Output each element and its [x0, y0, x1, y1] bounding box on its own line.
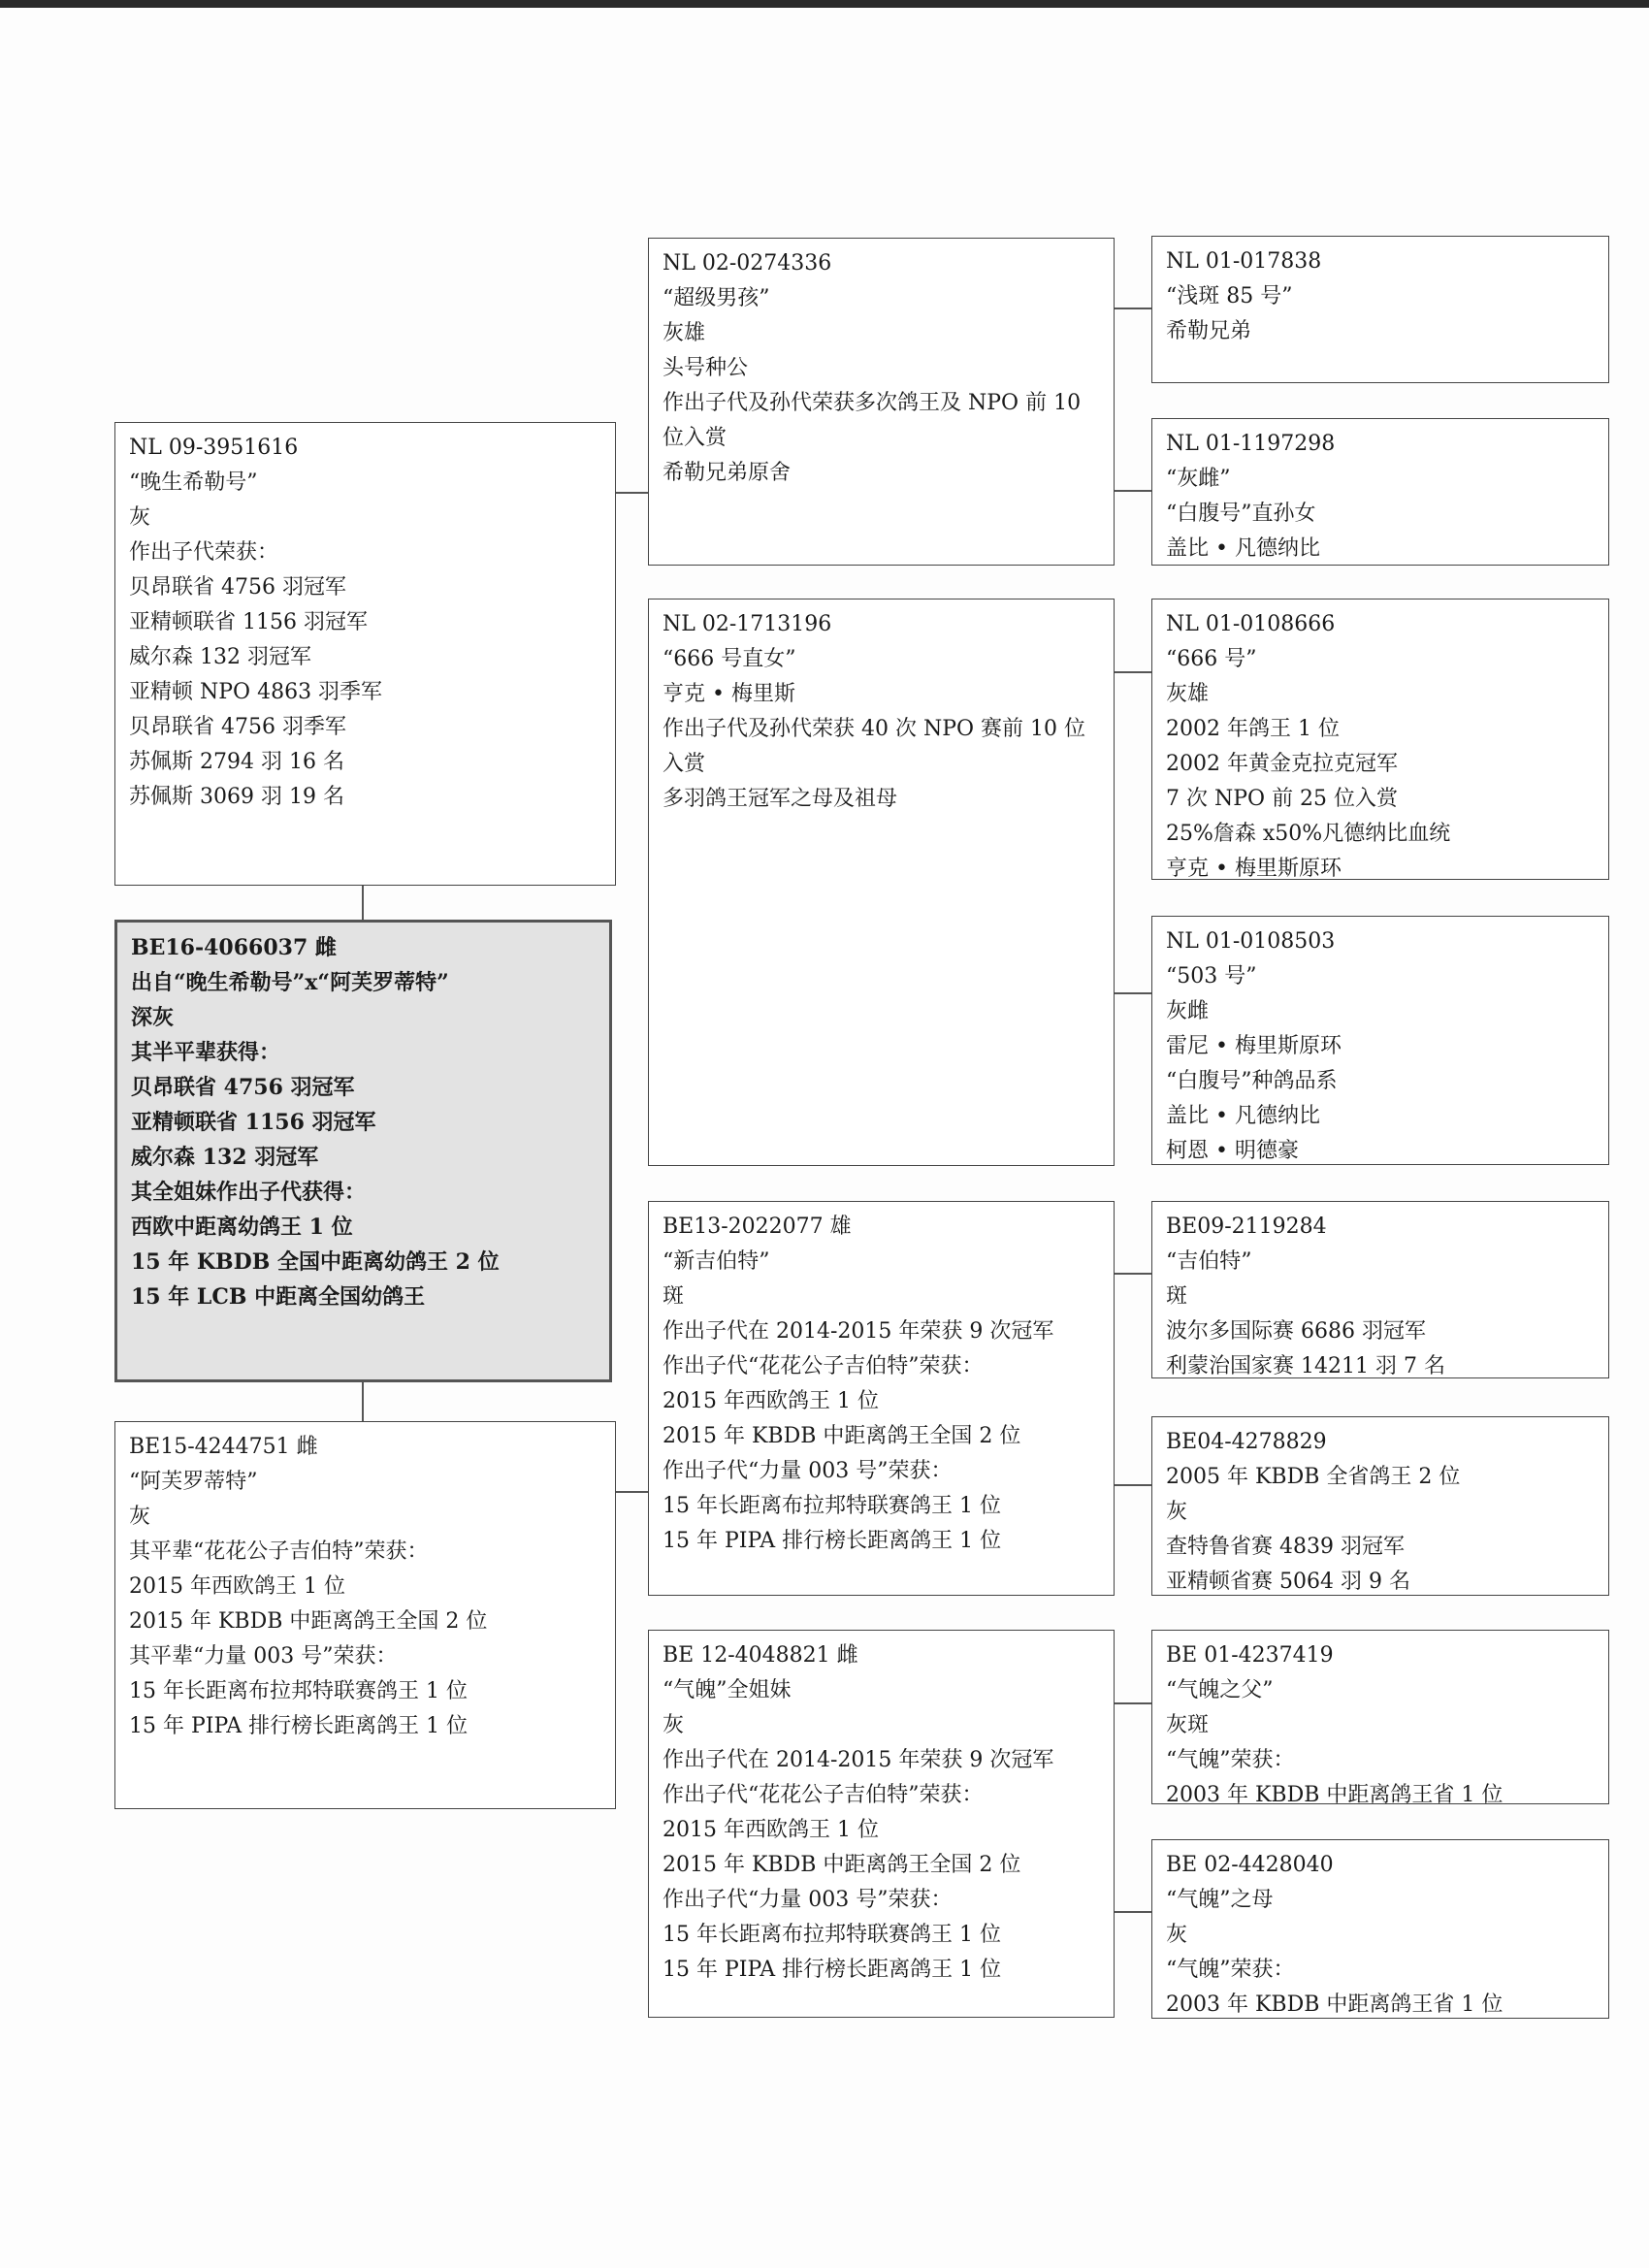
pedigree-line: “白腹号”种鸽品系: [1166, 1069, 1338, 1093]
pedigree-line: 15 年 PIPA 排行榜长距离鸽王 1 位: [663, 1529, 1002, 1553]
pedigree-line: “新吉伯特”: [663, 1249, 770, 1274]
pedigree-line: 灰: [1166, 1500, 1188, 1524]
pedigree-box-sdd: [1151, 916, 1609, 1165]
connector-dam-out: [616, 1491, 648, 1493]
pedigree-box-dsd: [1151, 1416, 1609, 1596]
pedigree-line: “气魄之父”: [1166, 1678, 1274, 1702]
pedigree-line: 亚精顿联省 1156 羽冠军: [129, 610, 368, 634]
pedigree-line: 2015 年 KBDB 中距离鸽王全国 2 位: [663, 1853, 1021, 1877]
connector-sd-b: [1115, 992, 1151, 994]
ring-number: BE16-4066037 雌: [131, 935, 337, 960]
pedigree-box-subject: [114, 920, 612, 1382]
pedigree-line: 柯恩 • 明德豪: [1166, 1139, 1299, 1163]
connector-dd-a: [1115, 1702, 1151, 1704]
pedigree-line: 作出子代在 2014-2015 年荣获 9 次冠军: [663, 1319, 1054, 1344]
pedigree-line: 出自“晚生希勒号”x“阿芙罗蒂特”: [131, 970, 449, 995]
pedigree-line: 灰雌: [1166, 999, 1210, 1023]
pedigree-line: 其全姐妹作出子代获得：: [131, 1180, 367, 1205]
pedigree-line: 2003 年 KBDB 中距离鸽王省 1 位: [1166, 1993, 1504, 2017]
pedigree-line: “666 号直女”: [663, 647, 796, 671]
pedigree-line: 作出子代及孙代荣获多次鸽王及 NPO 前 10 位入赏: [663, 391, 1082, 450]
pedigree-line: “晚生希勒号”: [129, 470, 258, 495]
pedigree-line: 希勒兄弟原舍: [663, 461, 792, 485]
pedigree-box-sds: [1151, 599, 1609, 880]
pedigree-line: 灰: [663, 1713, 685, 1737]
connector-subject-dam: [362, 1382, 364, 1421]
pedigree-line: “气魄”全姐妹: [663, 1678, 792, 1702]
pedigree-box-sire-sire: [648, 238, 1115, 566]
pedigree-line: 2015 年西欧鸽王 1 位: [663, 1389, 879, 1413]
ring-number: BE 01-4237419: [1166, 1643, 1334, 1668]
pedigree-line: 威尔森 132 羽冠军: [129, 645, 311, 669]
pedigree-line: 作出子代“花花公子吉伯特”荣获：: [663, 1783, 984, 1807]
pedigree-line: 灰雄: [1166, 682, 1210, 706]
pedigree-line: “超级男孩”: [663, 286, 770, 310]
pedigree-line: “浅斑 85 号”: [1166, 284, 1293, 308]
pedigree-line: 西欧中距离幼鸽王 1 位: [131, 1215, 353, 1240]
pedigree-line: 威尔森 132 羽冠军: [131, 1145, 319, 1170]
pedigree-line: “气魄”荣获：: [1166, 1748, 1295, 1772]
pedigree-line: 头号种公: [663, 356, 749, 380]
ring-number: NL 01-0108503: [1166, 929, 1336, 954]
pedigree-box-dam-dam: [648, 1630, 1115, 2018]
pedigree-line: 查特鲁省赛 4839 羽冠军: [1166, 1535, 1405, 1559]
pedigree-line: 2003 年 KBDB 中距离鸽王省 1 位: [1166, 1783, 1504, 1804]
pedigree-box-sss: [1151, 236, 1609, 383]
pedigree-line: 其平辈“力量 003 号”荣获：: [129, 1644, 398, 1669]
pedigree-line: 15 年 LCB 中距离全国幼鸽王: [131, 1284, 426, 1310]
pedigree-line: 希勒兄弟: [1166, 319, 1252, 343]
pedigree-line: “吉伯特”: [1166, 1249, 1252, 1274]
pedigree-line: 灰雄: [663, 321, 706, 345]
ring-number: BE 12-4048821 雌: [663, 1643, 858, 1668]
pedigree-line: 苏佩斯 3069 羽 19 名: [129, 785, 344, 809]
pedigree-line: 斑: [1166, 1284, 1188, 1309]
pedigree-line: 作出子代“力量 003 号”荣获：: [663, 1888, 953, 1912]
pedigree-line: 亨克 • 梅里斯原环: [1166, 857, 1342, 880]
connector-ss-b: [1115, 490, 1151, 492]
pedigree-line: 多羽鸽王冠军之母及祖母: [663, 787, 898, 811]
pedigree-line: 其半平辈获得：: [131, 1040, 281, 1065]
pedigree-line: 15 年 PIPA 排行榜长距离鸽王 1 位: [663, 1958, 1002, 1982]
ring-number: NL 02-0274336: [663, 251, 832, 275]
pedigree-line: 亚精顿 NPO 4863 羽季军: [129, 680, 383, 704]
pedigree-line: 苏佩斯 2794 羽 16 名: [129, 750, 344, 774]
pedigree-line: 2015 年西欧鸽王 1 位: [663, 1818, 879, 1842]
pedigree-line: 利蒙治国家赛 14211 羽 7 名: [1166, 1354, 1445, 1378]
pedigree-line: “阿芙罗蒂特”: [129, 1470, 258, 1494]
pedigree-line: “503 号”: [1166, 964, 1257, 988]
pedigree-box-sire-dam: [648, 599, 1115, 1166]
pedigree-box-sire: [114, 422, 616, 886]
ring-number: NL 01-017838: [1166, 249, 1322, 274]
pedigree-line: 盖比 • 凡德纳比: [1166, 536, 1320, 561]
pedigree-line: 贝昂联省 4756 羽冠军: [131, 1075, 355, 1100]
pedigree-line: 灰: [129, 1505, 151, 1529]
connector-ss-a: [1115, 308, 1151, 309]
ring-number: BE 02-4428040: [1166, 1853, 1334, 1877]
pedigree-line: 作出子代荣获：: [129, 540, 279, 565]
pedigree-box-ddd: [1151, 1839, 1609, 2019]
connector-ds-b: [1115, 1484, 1151, 1486]
pedigree-line: “白腹号”直孙女: [1166, 502, 1316, 526]
scan-top-edge: [0, 0, 1649, 8]
ring-number: BE13-2022077 雄: [663, 1215, 852, 1239]
pedigree-line: 灰: [1166, 1923, 1188, 1947]
ring-number: NL 01-1197298: [1166, 432, 1336, 456]
connector-dd-b: [1115, 1911, 1151, 1913]
pedigree-line: 7 次 NPO 前 25 位入赏: [1166, 787, 1399, 811]
connector-sd-a: [1115, 671, 1151, 673]
pedigree-line: 作出子代在 2014-2015 年荣获 9 次冠军: [663, 1748, 1054, 1772]
pedigree-line: 15 年 PIPA 排行榜长距离鸽王 1 位: [129, 1714, 469, 1738]
connector-ds-a: [1115, 1273, 1151, 1275]
pedigree-line: 亨克 • 梅里斯: [663, 682, 795, 706]
ring-number: NL 09-3951616: [129, 436, 299, 460]
pedigree-line: 波尔多国际赛 6686 羽冠军: [1166, 1319, 1426, 1344]
connector-sire-subject: [362, 886, 364, 920]
pedigree-line: “灰雌”: [1166, 467, 1231, 491]
pedigree-box-dds: [1151, 1630, 1609, 1804]
ring-number: BE04-4278829: [1166, 1430, 1327, 1454]
pedigree-line: 雷尼 • 梅里斯原环: [1166, 1034, 1342, 1058]
pedigree-line: 15 年长距离布拉邦特联赛鸽王 1 位: [129, 1679, 468, 1703]
pedigree-line: 2015 年 KBDB 中距离鸽王全国 2 位: [129, 1609, 488, 1634]
pedigree-box-dam: [114, 1421, 616, 1809]
pedigree-line: 25%詹森 x50%凡德纳比血统: [1166, 822, 1451, 846]
pedigree-box-dss: [1151, 1201, 1609, 1378]
pedigree-line: 贝昂联省 4756 羽季军: [129, 715, 346, 739]
connector-sire-out: [616, 492, 648, 494]
pedigree-line: 2015 年 KBDB 中距离鸽王全国 2 位: [663, 1424, 1021, 1448]
pedigree-line: 作出子代“花花公子吉伯特”荣获：: [663, 1354, 984, 1378]
ring-number: NL 02-1713196: [663, 612, 832, 636]
pedigree-line: 15 年长距离布拉邦特联赛鸽王 1 位: [663, 1923, 1001, 1947]
pedigree-line: 灰: [129, 505, 151, 530]
pedigree-line: 贝昂联省 4756 羽冠军: [129, 575, 346, 599]
pedigree-line: 深灰: [131, 1005, 175, 1030]
pedigree-line: 盖比 • 凡德纳比: [1166, 1104, 1320, 1128]
pedigree-line: 灰斑: [1166, 1713, 1210, 1737]
pedigree-line: 亚精顿联省 1156 羽冠军: [131, 1110, 376, 1135]
pedigree-line: “气魄”荣获：: [1166, 1958, 1295, 1982]
pedigree-line: “气魄”之母: [1166, 1888, 1274, 1912]
pedigree-line: 斑: [663, 1284, 685, 1309]
pedigree-line: 2005 年 KBDB 全省鸽王 2 位: [1166, 1465, 1461, 1489]
pedigree-line: 作出子代及孙代荣获 40 次 NPO 赛前 10 位入赏: [663, 717, 1086, 776]
pedigree-box-ssd: [1151, 418, 1609, 566]
ring-number: NL 01-0108666: [1166, 612, 1336, 636]
ring-number: BE09-2119284: [1166, 1215, 1327, 1239]
ring-number: BE15-4244751 雌: [129, 1435, 318, 1459]
pedigree-line: 2002 年黄金克拉克冠军: [1166, 752, 1398, 776]
pedigree-line: 作出子代“力量 003 号”荣获：: [663, 1459, 953, 1483]
pedigree-line: 亚精顿省赛 5064 羽 9 名: [1166, 1570, 1410, 1594]
pedigree-line: 2002 年鸽王 1 位: [1166, 717, 1340, 741]
pedigree-line: 15 年长距离布拉邦特联赛鸽王 1 位: [663, 1494, 1001, 1518]
pedigree-line: 15 年 KBDB 全国中距离幼鸽王 2 位: [131, 1249, 500, 1275]
pedigree-box-dam-sire: [648, 1201, 1115, 1596]
pedigree-line: 其平辈“花花公子吉伯特”荣获：: [129, 1539, 429, 1564]
pedigree-line: 2015 年西欧鸽王 1 位: [129, 1574, 345, 1599]
pedigree-line: “666 号”: [1166, 647, 1257, 671]
